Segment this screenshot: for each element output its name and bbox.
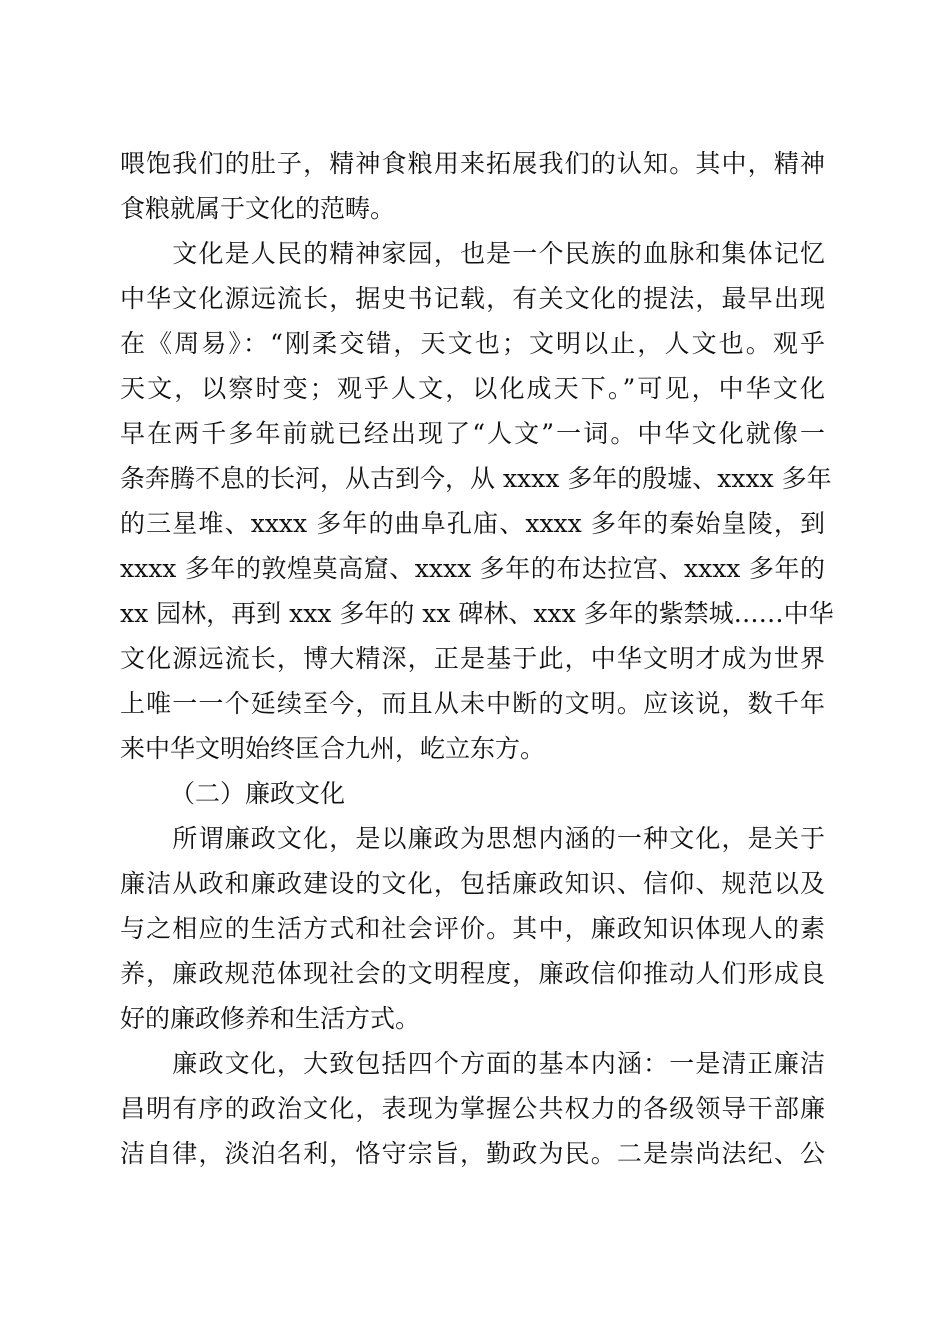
- text-line: 上唯一一个延续至今，而且从未中断的文明。应该说，数千年: [120, 689, 825, 718]
- text-line: 文化源远流长，博大精深，正是基于此，中华文明才成为世界: [120, 644, 825, 673]
- text-line: 喂饱我们的肚子，精神食粮用来拓展我们的认知。其中，精神: [120, 149, 825, 178]
- text-line: 廉政文化，大致包括四个方面的基本内涵：一是清正廉洁: [120, 1049, 825, 1078]
- section-heading: （二）廉政文化: [170, 779, 346, 808]
- text-line: xx 园林，再到 xxx 多年的 xx 碑林、xxx 多年的紫禁城……中华: [120, 599, 834, 628]
- text-line: xxxx 多年的敦煌莫高窟、xxxx 多年的布达拉宫、xxxx 多年的: [120, 554, 825, 583]
- text-line: 在《周易》：“刚柔交错，天文也；文明以止，人文也。观乎: [120, 329, 825, 358]
- text-line: 文化是人民的精神家园，也是一个民族的血脉和集体记忆: [120, 239, 825, 268]
- text-line: 养，廉政规范体现社会的文明程度，廉政信仰推动人们形成良: [120, 959, 825, 988]
- text-line: 中华文化源远流长，据史书记载，有关文化的提法，最早出现: [120, 284, 825, 313]
- text-line: 所谓廉政文化，是以廉政为思想内涵的一种文化，是关于: [120, 824, 825, 853]
- text-line: 食粮就属于文化的范畴。: [120, 194, 396, 223]
- text-line: 的三星堆、xxxx 多年的曲阜孔庙、xxxx 多年的秦始皇陵，到: [120, 509, 825, 538]
- text-line: 来中华文明始终匡合九州，屹立东方。: [120, 734, 546, 763]
- text-line: 条奔腾不息的长河，从古到今，从 xxxx 多年的殷墟、xxxx 多年: [120, 464, 832, 493]
- text-line: 昌明有序的政治文化，表现为掌握公共权力的各级领导干部廉: [120, 1094, 825, 1123]
- text-line: 天文，以察时变；观乎人文，以化成天下。”可见，中华文化: [120, 374, 825, 403]
- text-line: 好的廉政修养和生活方式。: [120, 1004, 421, 1033]
- text-line: 与之相应的生活方式和社会评价。其中，廉政知识体现人的素: [120, 914, 825, 943]
- text-line: 洁自律，淡泊名利，恪守宗旨，勤政为民。二是崇尚法纪、公: [120, 1139, 825, 1168]
- text-line: 早在两千多年前就已经出现了“人文”一词。中华文化就像一: [120, 419, 825, 448]
- text-line: 廉洁从政和廉政建设的文化，包括廉政知识、信仰、规范以及: [120, 869, 825, 898]
